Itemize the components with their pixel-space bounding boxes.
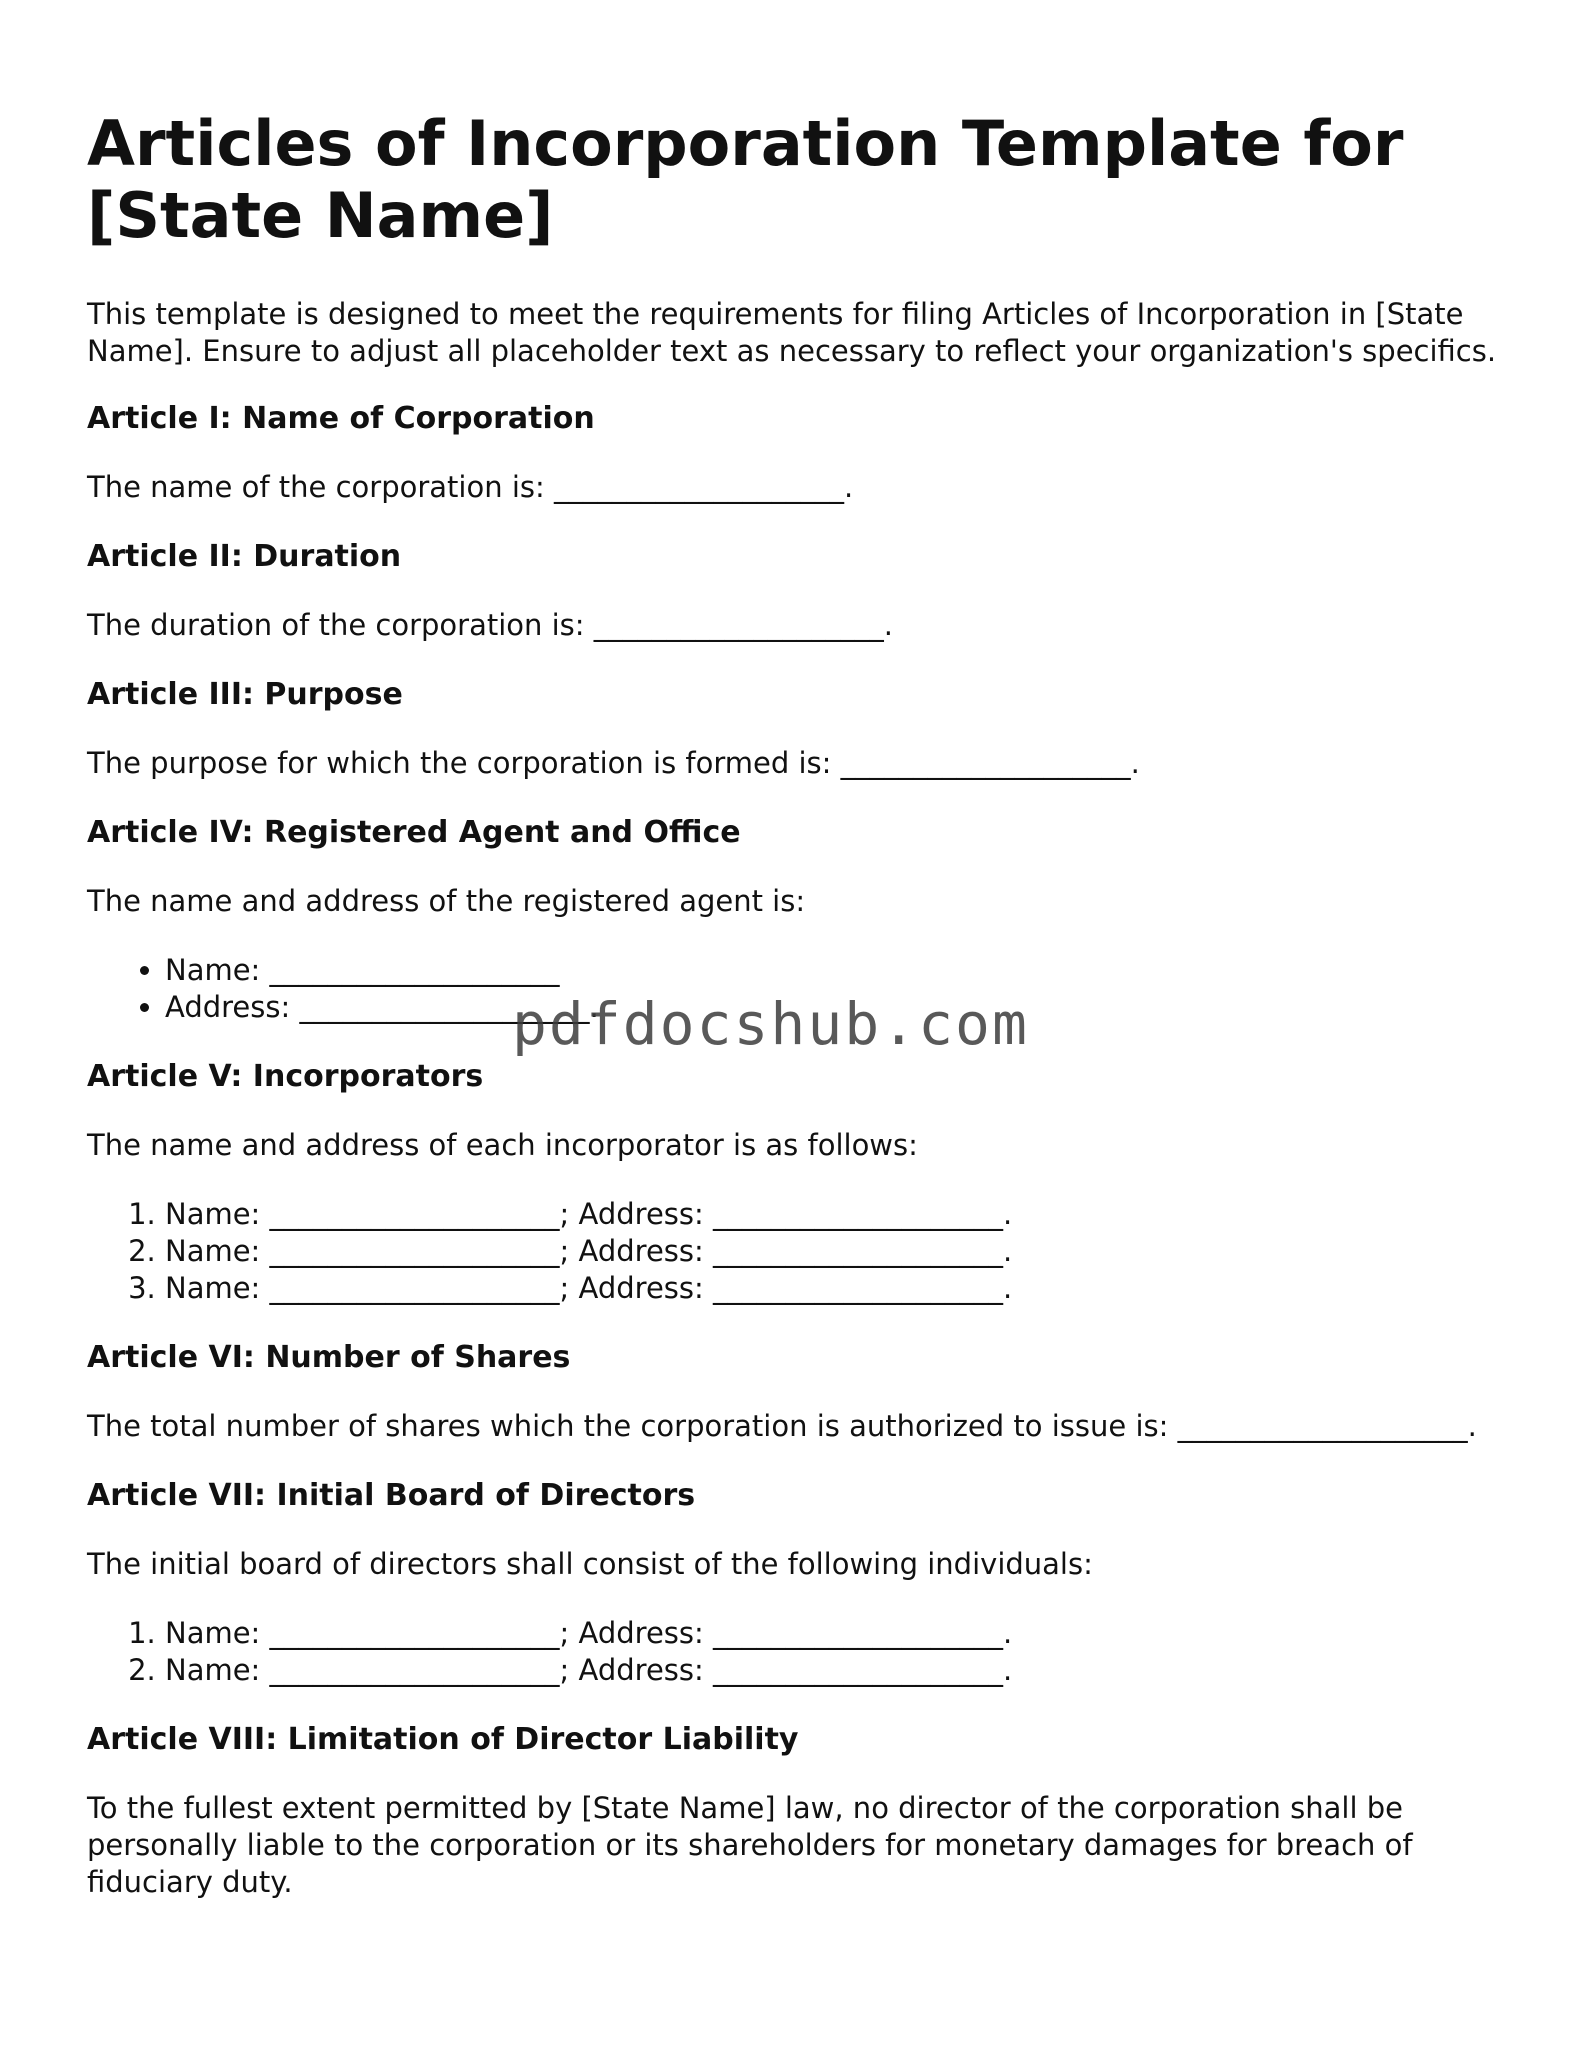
list-item: 2. Name: ____________________; Address: ____________________. xyxy=(165,1233,1507,1270)
article-3-text: The purpose for which the corporation is formed is: ____________________. xyxy=(87,746,1140,780)
list-item: • Address: ____________________. xyxy=(165,989,1507,1026)
article-3-heading: Article III: Purpose xyxy=(87,677,403,712)
article-4-text: The name and address of the registered agent is: xyxy=(87,884,806,918)
article-1-text: The name of the corporation is: ____________________. xyxy=(87,470,854,504)
incorporators-list xyxy=(87,1196,1507,1307)
watermark: pdfdocshub.com xyxy=(512,990,1029,1058)
article-2-heading: Article II: Duration xyxy=(87,539,402,574)
article-2-text: The duration of the corporation is: ____________________. xyxy=(87,608,893,642)
list-item: 3. Name: ____________________; Address: ____________________. xyxy=(165,1270,1507,1307)
article-7-heading: Article VII: Initial Board of Directors xyxy=(87,1478,696,1513)
list-item: • Name: ____________________ xyxy=(165,952,1507,989)
list-item: 1. Name: ____________________; Address: ____________________. xyxy=(165,1196,1507,1233)
list-item: 1. Name: ____________________; Address: ____________________. xyxy=(165,1615,1507,1652)
article-8-text: To the fullest extent permitted by [State Name] law, no director of the corporation shall be personally liable to the corporation or its shareholders for monetary damages for breach of fiduciary duty. xyxy=(87,1791,1413,1899)
list-item: 2. Name: ____________________; Address: ____________________. xyxy=(165,1652,1507,1689)
article-5-heading: Article V: Incorporators xyxy=(87,1059,484,1094)
document-title: Articles of Incorporation Template for [State Name] xyxy=(87,107,1404,252)
article-4-heading: Article IV: Registered Agent and Office xyxy=(87,815,741,850)
article-8-heading: Article VIII: Limitation of Director Liability xyxy=(87,1722,799,1757)
article-6-text: The total number of shares which the corporation is authorized to issue is: ____________________. xyxy=(87,1409,1477,1443)
article-7-text: The initial board of directors shall consist of the following individuals: xyxy=(87,1547,1093,1581)
article-6-heading: Article VI: Number of Shares xyxy=(87,1340,571,1375)
article-1-heading: Article I: Name of Corporation xyxy=(87,401,595,436)
directors-list xyxy=(87,1615,1507,1689)
article-5-text: The name and address of each incorporator is as follows: xyxy=(87,1128,918,1162)
intro-paragraph: This template is designed to meet the requirements for filing Articles of Incorporation in [State Name]. Ensure to adjust all placeholder text as necessary to reflect your organization's specifics. xyxy=(87,297,1497,368)
